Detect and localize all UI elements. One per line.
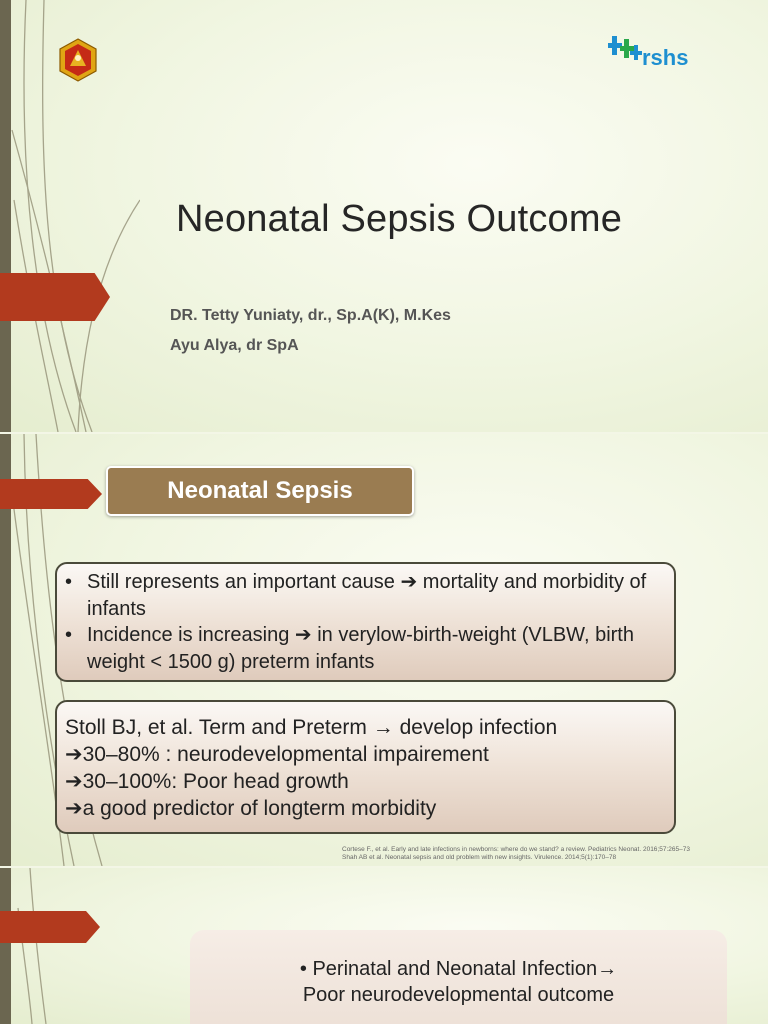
accent-tab bbox=[0, 273, 110, 321]
accent-tab bbox=[0, 911, 100, 943]
bullet-text: Incidence is increasing ➔ in verylow-birth-weight (VLBW, birth weight < 1500 g) preterm infants bbox=[87, 624, 634, 673]
finding-line: ➔a good predictor of longterm morbidity bbox=[65, 797, 437, 820]
slide-title: Neonatal Sepsis Outcome bbox=[176, 198, 623, 240]
finding-line: ➔30–80% : neurodevelopmental impairement bbox=[65, 743, 489, 766]
outcome-text bbox=[190, 956, 727, 1008]
reference-line: Cortese F., et al. Early and late infections in newborns: where do we stand? a review. Pediatrics Neonat. 2016;57:265–73 bbox=[342, 846, 690, 853]
left-edge-bar bbox=[0, 0, 11, 432]
outcome-line-1: • Perinatal and Neonatal Infection→ bbox=[299, 958, 618, 980]
rshs-cross-icon bbox=[608, 36, 642, 62]
bullet-marker: • bbox=[65, 624, 73, 646]
accent-tab bbox=[0, 479, 102, 509]
rshs-logo bbox=[608, 36, 708, 70]
bullet-item bbox=[65, 622, 662, 675]
content-slide-neonatal-sepsis bbox=[0, 434, 768, 866]
outcome-line-2: Poor neurodevelopmental outcome bbox=[302, 984, 615, 1006]
rshs-logo-text: rshs bbox=[642, 45, 689, 70]
content-slide-outcome bbox=[0, 868, 768, 1024]
finding-line: ➔30–100%: Poor head growth bbox=[65, 770, 349, 793]
author-1: DR. Tetty Yuniaty, dr., Sp.A(K), M.Kes bbox=[170, 307, 451, 324]
bullet-text: Still represents an important cause ➔ mortality and morbidity of infants bbox=[87, 571, 647, 620]
title-slide bbox=[0, 0, 768, 432]
outcome-box bbox=[190, 930, 727, 1024]
bullet-marker: • bbox=[65, 571, 73, 593]
key-points-box bbox=[55, 562, 676, 682]
author-2: Ayu Alya, dr SpA bbox=[170, 337, 299, 354]
reference-line: Shah AB et al. Neonatal sepsis and old problem with new insights. Virulence. 2014;5(1):170–78 bbox=[342, 854, 617, 861]
finding-line: Stoll BJ, et al. Term and Preterm → develop infection bbox=[65, 716, 558, 739]
left-edge-bar bbox=[0, 868, 11, 1024]
university-seal-icon bbox=[56, 38, 100, 82]
section-label: Neonatal Sepsis bbox=[106, 466, 414, 516]
bullet-item bbox=[65, 569, 662, 622]
decorative-curves bbox=[0, 868, 100, 1024]
references bbox=[342, 846, 690, 862]
study-findings-box bbox=[55, 700, 676, 834]
